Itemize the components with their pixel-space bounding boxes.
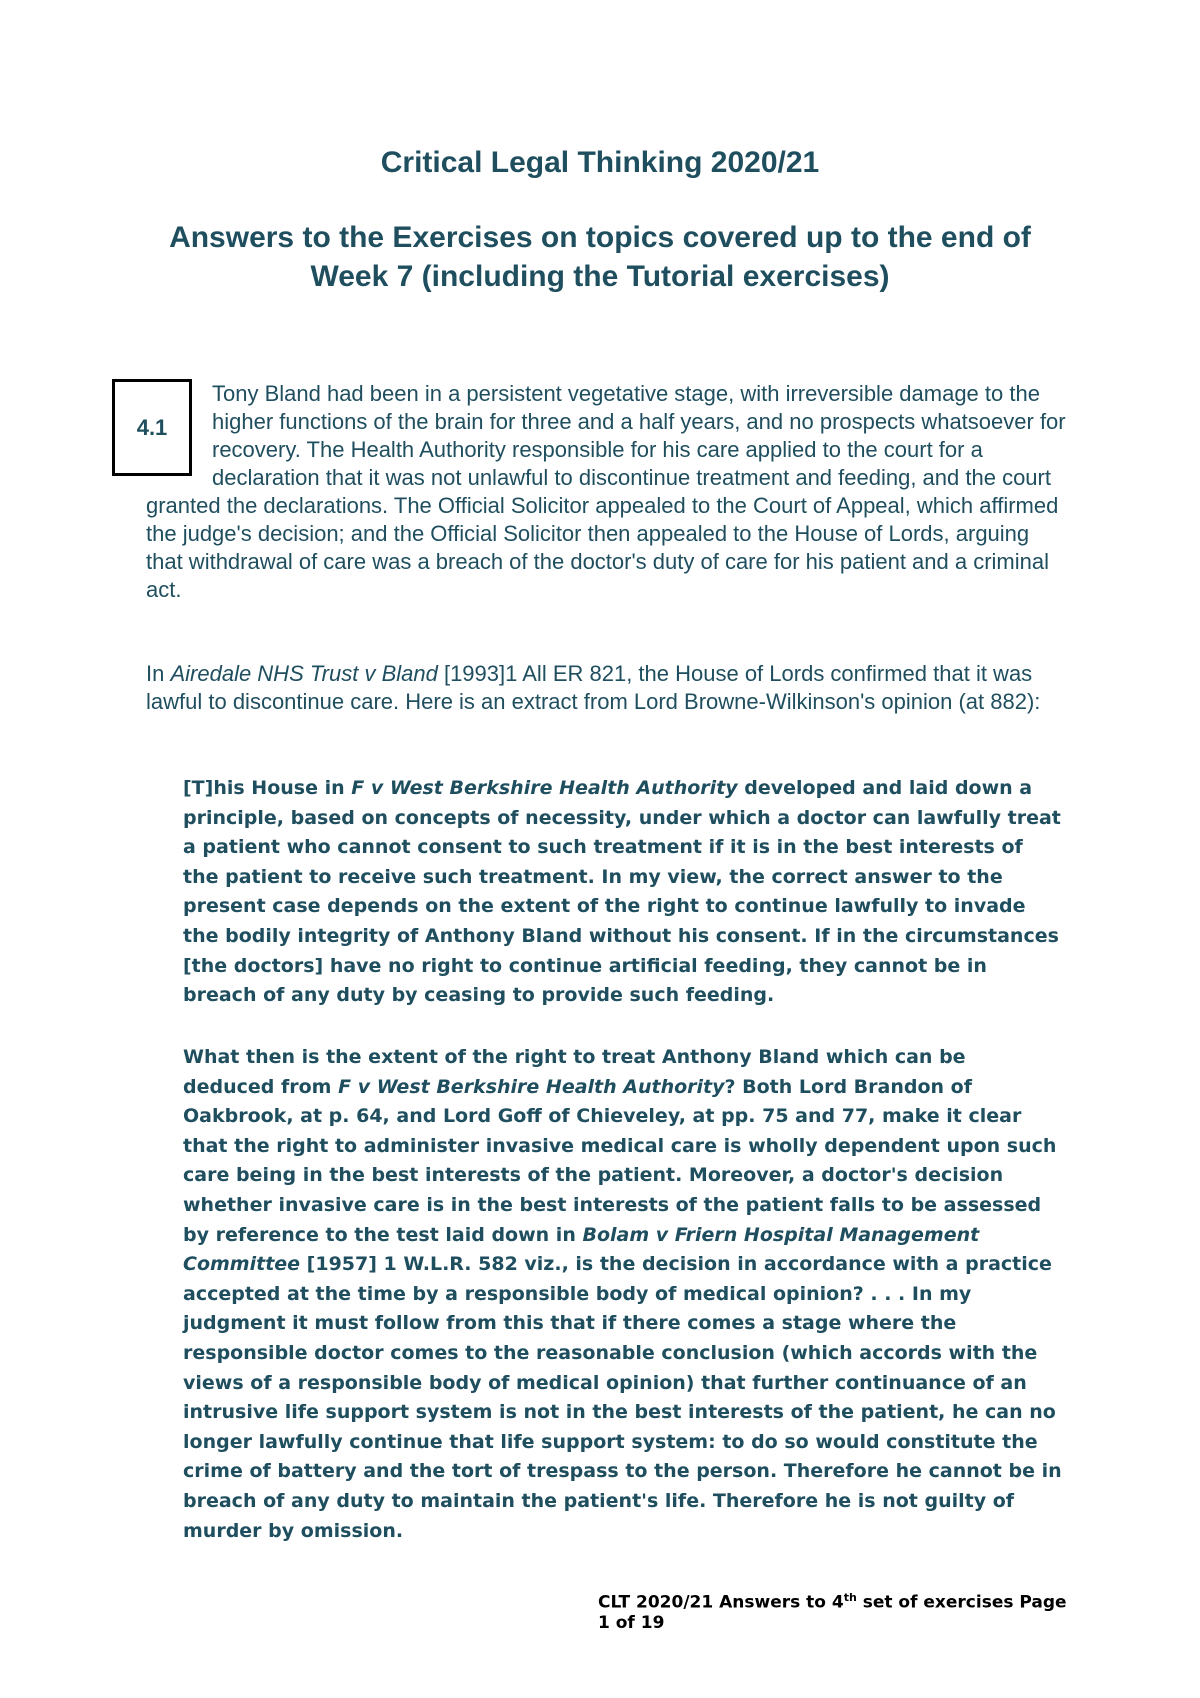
footer-suffix: set of exercises Page 1 of 19 [598,1592,1067,1633]
question-paragraph-2 [146,660,1066,716]
quote-1-rest: developed and laid down a principle, based on concepts of necessity, under which a doctor can lawfully treat a patient who cannot consent to such treatment if it is in the best interests of the patient to receive such treatment. In my view, the correct answer to the present case depends on the extent of the right to continue lawfully to invade the bodily integrity of Anthony Bland without his consent. If in the circumstances [the doctors] have no right to continue artificial feeding, they cannot be in breach of any duty by ceasing to provide such feeding. [183,777,1061,1007]
quote-2-middle: ? Both Lord Brandon of Oakbrook, at p. 64, and Lord Goff of Chieveley, at pp. 75 and 77, make it clear that the right to administer invasive medical care is wholly dependent upon such care being in the best interests of the patient. Moreover, a doctor's decision whether invasive care is in the best interests of the patient falls to be assessed by reference to the test laid down in [183,1075,1057,1246]
paragraph-2-rest: [1993]1 All ER 821, the House of Lords confirmed that it was lawful to discontinue care. Here is an extract from Lord Browne-Wilkinson's opinion (at 882): [146,661,1041,714]
question-number: 4.1 [136,414,168,440]
quote-2-rest: [1957] 1 W.L.R. 582 viz., is the decision in accordance with a practice accepted at the time by a responsible body of medical opinion? . . . In my judgment it must follow from this that if there comes a stage where the responsible doctor comes to the reasonable conclusion (which accords with the views of a responsible body of medical opinion) that further continuance of an intrusive life support system is not in the best interests of the patient, he can no longer lawfully continue that life support system: to do so would constitute the crime of battery and the tort of trespass to the person. Therefore he cannot be in breach of any duty to maintain the patient's life. Therefore he is not guilty of murder by omission. [183,1253,1062,1542]
case-name-airedale: Airedale NHS Trust v Bland [170,661,438,686]
case-name-f-v-west-berkshire: F v West Berkshire Health Authority [351,777,738,799]
question-paragraph-1-text: Tony Bland had been in a persistent vegetative stage, with irreversible damage to the higher functions of the brain for three and a half years, and no prospects whatsoever for recovery. The Health Authority responsible for his care applied to the court for a declaration that it was not unlawful to discontinue treatment and feeding, and the court granted the declarations. The Official Solicitor appealed to the Court of Appeal, which affirmed the judge's decision; and the Official Solicitor then appealed to the House of Lords, arguing that withdrawal of care was a breach of the doctor's duty of care for his patient and a criminal act. [146,381,1066,602]
quote-block-2 [183,1043,1063,1546]
quote-1-lead: [T]his House in [183,777,352,799]
document-title: Critical Legal Thinking 2020/21 [380,146,820,179]
page-footer [598,1591,1078,1633]
quote-2-lead: What then is the extent of the right to treat Anthony Bland which can be deduced from [183,1046,966,1098]
document-subtitle: Answers to the Exercises on topics covered up to the end of Week 7 (including the Tutorial exercises) [169,221,1031,293]
question-paragraph-1 [146,380,1066,604]
quote-block-1 [183,774,1063,1011]
case-name-f-v-west-berkshire-2: F v West Berkshire Health Authority [338,1075,725,1098]
paragraph-2-lead: In [146,661,171,686]
footer-prefix: CLT 2020/21 Answers to 4 [598,1592,844,1613]
footer-superscript: th [843,1591,857,1604]
case-name-bolam: Bolam v Friern Hospital Management Committee [183,1223,980,1276]
